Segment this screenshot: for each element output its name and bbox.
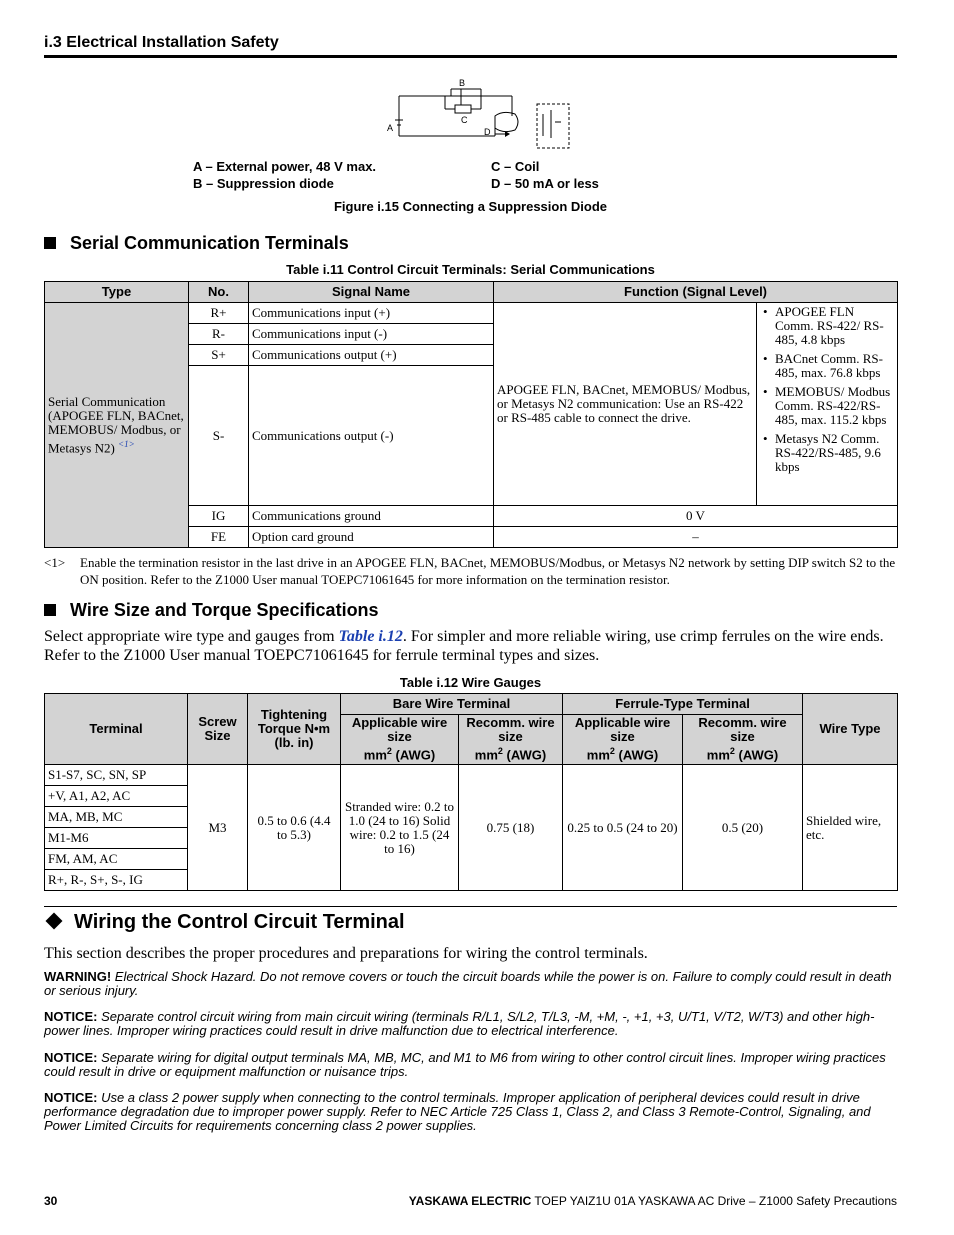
control-intro: This section describes the proper procedures and preparations for wiring the control terminals. — [44, 945, 648, 962]
square-bullet-icon — [44, 237, 56, 249]
table-cell: 0.5 to 0.6 (4.4 to 5.3) — [248, 765, 341, 891]
diagram-label-c: C — [461, 115, 468, 125]
wire-heading — [44, 600, 379, 621]
table-i12 — [44, 693, 898, 891]
table-cell: S+ — [189, 345, 249, 366]
table-i12-title: Table i.12 Wire Gauges — [399, 675, 542, 690]
header-unit-awg: (AWG) — [391, 747, 436, 763]
function-bullets — [757, 303, 898, 506]
section-rule — [44, 906, 897, 907]
col-terminal: Terminal — [45, 694, 188, 765]
table-i11-title: Table i.11 Control Circuit Terminals: Serial Communications — [286, 262, 655, 277]
col-screw: Screw Size — [188, 694, 248, 765]
table-cell: R- — [189, 324, 249, 345]
para-text: . For simpler and more reliable wiring, use crimp ferrules on the wire ends. Refer to the Z1000 User manual TOEPC71061645 for ferrule terminal types and sizes. — [44, 628, 884, 664]
notice-3 — [44, 1091, 897, 1133]
header-unit: mm — [474, 747, 498, 763]
table-cell: Communications input (-) — [249, 324, 494, 345]
suppression-diode-diagram — [385, 76, 575, 152]
header-unit-awg: (AWG) — [734, 747, 779, 763]
header-text: Recomm. wire size — [698, 715, 787, 745]
notice-warning — [44, 970, 897, 998]
table-cell: +V, A1, A2, AC — [45, 786, 188, 807]
col-torque: Tightening Torque N•m (lb. in) — [248, 694, 341, 765]
list-item: • Metasys N2 Comm. RS-422/RS-485, 9.6 kbps — [760, 432, 894, 474]
table-cell: Shielded wire, etc. — [803, 765, 898, 891]
serial-heading — [44, 233, 349, 254]
table-cell: R+, R-, S+, S-, IG — [45, 870, 188, 891]
table-cell: 0.5 (20) — [683, 765, 803, 891]
header-unit: mm — [586, 747, 610, 763]
legend-a: A – External power, 48 V max. — [193, 159, 377, 174]
list-item: • MEMOBUS/ Modbus Comm. RS-422/RS-485, max. 115.2 kbps — [760, 385, 894, 427]
table-cell: Communications input (+) — [249, 303, 494, 324]
serial-heading-text: Serial Communication Terminals — [70, 233, 349, 253]
page-number: 30 — [44, 1194, 58, 1208]
type-text: Serial Communication (APOGEE FLN, BACnet, MEMOBUS/ Modbus, or Metasys N2) — [48, 393, 184, 456]
table-cell: Communications output (+) — [249, 345, 494, 366]
function-text: APOGEE FLN, BACnet, MEMOBUS/ Modbus, or Metasys N2 communication: Use an RS-422 or RS-485 cable to connect the drive. — [494, 303, 757, 506]
notice-2 — [44, 1051, 897, 1079]
type-cell — [45, 303, 189, 548]
para-text: Select appropriate wire type and gauges from — [44, 628, 339, 645]
table-cell: M3 — [188, 765, 248, 891]
col-bare-applicable — [341, 715, 459, 765]
legend-c: C – Coil — [491, 159, 540, 174]
header-unit-sup: 2 — [729, 746, 735, 757]
table-link[interactable]: Table i.12 — [338, 628, 403, 645]
header-text: Applicable wire size — [574, 715, 671, 745]
control-heading — [44, 911, 405, 934]
notice-label: WARNING! — [44, 969, 112, 984]
wire-heading-text: Wire Size and Torque Specifications — [70, 600, 379, 620]
table-cell: 0.25 to 0.5 (24 to 20) — [563, 765, 683, 891]
header-unit: mm — [363, 747, 387, 763]
notice-label: NOTICE: — [44, 1050, 98, 1065]
footnote-ref[interactable]: <1> — [118, 438, 135, 449]
figure-caption: Figure i.15 Connecting a Suppression Diode — [333, 199, 608, 214]
table-cell: M1-M6 — [45, 828, 188, 849]
col-function: Function (Signal Level) — [494, 282, 898, 303]
col-signal: Signal Name — [249, 282, 494, 303]
notice-text: Separate wiring for digital output terminals MA, MB, MC, and M1 to M6 from wiring to other control circuit lines. Improper wiring practices could result in drive or equipment malfunction or nuisance trips. — [44, 1050, 886, 1079]
table-cell: – — [494, 527, 898, 548]
table-cell: Option card ground — [249, 527, 494, 548]
col-ferrule-recomm — [683, 715, 803, 765]
table-cell: S- — [189, 366, 249, 506]
table-cell: FM, AM, AC — [45, 849, 188, 870]
diamond-bullet-icon — [46, 913, 63, 930]
footnote — [44, 554, 897, 588]
footer-brand: YASKAWA ELECTRIC — [408, 1194, 532, 1208]
notice-text: Use a class 2 power supply when connecting to the control terminals. Improper application of peripheral devices could result in drive performance degradation due to improper power supply. Refer to NEC Article 725 Class 1, Class 2, and Class 3 Remote-Control, Signaling, and Power Limited Circuits for requirements concerning class 2 power supplies. — [44, 1090, 871, 1133]
legend-b: B – Suppression diode — [193, 176, 334, 191]
header-rule — [44, 55, 897, 58]
notice-label: NOTICE: — [44, 1009, 98, 1024]
control-heading-text: Wiring the Control Circuit Terminal — [74, 911, 405, 933]
table-cell: 0.75 (18) — [459, 765, 563, 891]
table-cell: Communications output (-) — [249, 366, 494, 506]
col-type: Type — [45, 282, 189, 303]
col-no: No. — [189, 282, 249, 303]
header-unit-sup: 2 — [609, 746, 615, 757]
table-cell: IG — [189, 506, 249, 527]
table-cell: FE — [189, 527, 249, 548]
notice-label: NOTICE: — [44, 1090, 98, 1105]
col-wire-type: Wire Type — [803, 694, 898, 765]
square-bullet-icon — [44, 604, 56, 616]
legend-d: D – 50 mA or less — [491, 176, 599, 191]
diagram-label-a: A — [387, 123, 394, 133]
table-cell: MA, MB, MC — [45, 807, 188, 828]
section-header: i.3 Electrical Installation Safety — [44, 34, 279, 51]
table-cell: Communications ground — [249, 506, 494, 527]
footnote-text: Enable the termination resistor in the last drive in an APOGEE FLN, BACnet, MEMOBUS/Modbus, or Metasys N2 network by setting DIP switch S2 to the ON position. Refer to the Z1000 User manual TOEPC71061645 for more information on the termination resistor. — [80, 555, 896, 587]
header-unit-awg: (AWG) — [502, 747, 547, 763]
header-unit-awg: (AWG) — [614, 747, 659, 763]
col-ferrule-applicable — [563, 715, 683, 765]
col-ferrule: Ferrule-Type Terminal — [563, 694, 803, 715]
table-cell: Stranded wire: 0.2 to 1.0 (24 to 16) Solid wire: 0.2 to 1.5 (24 to 16) — [341, 765, 459, 891]
notice-text: Electrical Shock Hazard. Do not remove covers or touch the circuit boards while the power is on. Failure to comply could result in death or serious injury. — [44, 969, 892, 998]
notice-1 — [44, 1010, 897, 1038]
header-unit-sup: 2 — [497, 746, 503, 757]
notice-text: Separate control circuit wiring from main circuit wiring (terminals R/L1, S/L2, T/L3, -M, +M, -, +1, +3, U/T1, V/T2, W/T3) and other high-power lines. Improper wiring practices could result in drive malfunction due to electrical interference. — [44, 1009, 875, 1038]
header-unit-sup: 2 — [386, 746, 392, 757]
header-unit: mm — [706, 747, 730, 763]
diagram-label-d: D — [484, 127, 491, 137]
table-cell: R+ — [189, 303, 249, 324]
table-cell: S1-S7, SC, SN, SP — [45, 765, 188, 786]
table-cell: 0 V — [494, 506, 898, 527]
wire-paragraph — [44, 627, 897, 665]
col-bare: Bare Wire Terminal — [341, 694, 563, 715]
col-bare-recomm — [459, 715, 563, 765]
footer-doc-text: TOEP YAIZ1U 01A YASKAWA AC Drive – Z1000 Safety Precautions — [531, 1194, 897, 1208]
diagram-label-b: B — [458, 78, 466, 88]
header-text: Recomm. wire size — [466, 715, 555, 745]
list-item: • BACnet Comm. RS-485, max. 76.8 kbps — [760, 352, 894, 380]
list-item: • APOGEE FLN Comm. RS-422/ RS-485, 4.8 kbps — [760, 305, 894, 347]
table-i11 — [44, 281, 898, 548]
footnote-mark: <1> — [44, 555, 66, 570]
footer-doc — [409, 1194, 897, 1208]
header-text: Applicable wire size — [351, 715, 448, 745]
